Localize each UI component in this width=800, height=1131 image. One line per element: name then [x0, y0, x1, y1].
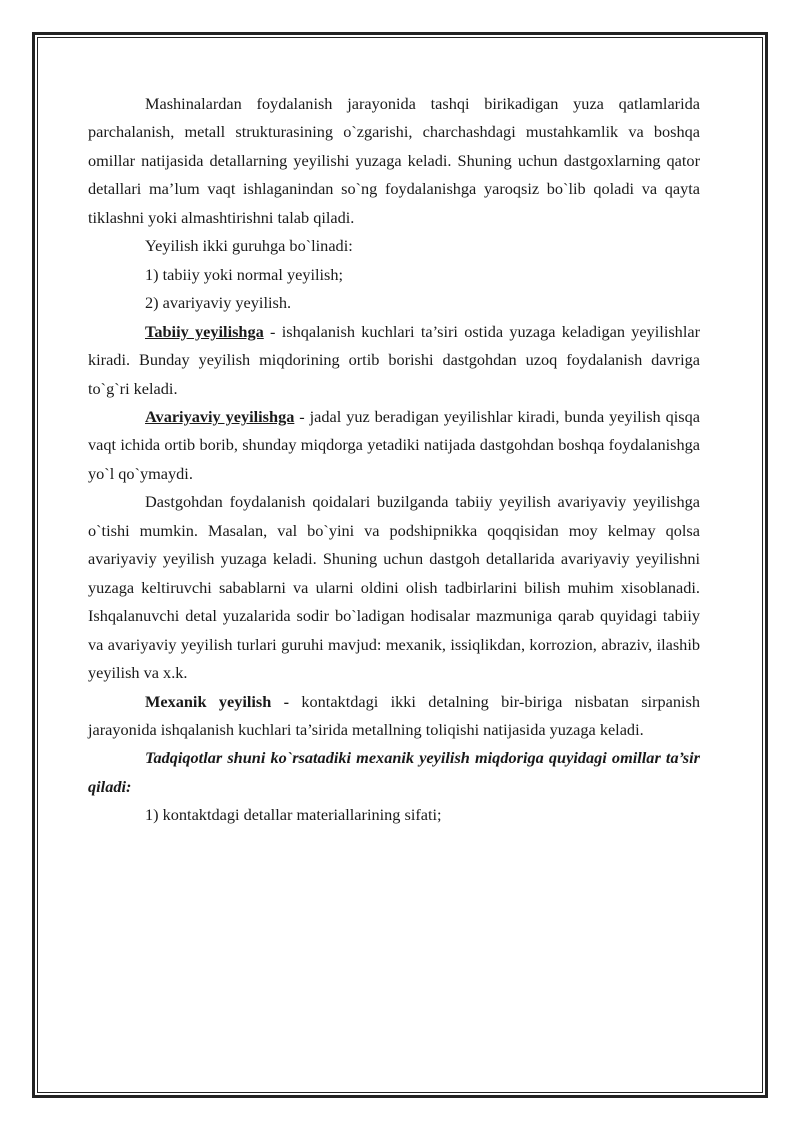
paragraph-natural-wear [88, 318, 700, 403]
document-body [88, 90, 700, 830]
paragraph-research-heading: Tadqiqotlar shuni ko`rsatadiki mexanik yeyilish miqdoriga quyidagi omillar ta’sir qiladi: [88, 748, 700, 796]
paragraph-mechanical-wear [88, 688, 700, 745]
paragraph-transition: Dastgohdan foydalanish qoidalari buzilganda tabiiy yeyilish avariyaviy yeyilishga o`tishi mumkin. Masalan, val bo`yini va podshipnikka qoqqisidan moy kelmay qolsa avariyaviy yeyilish yuzaga keladi. Shuning uchun dastgoh detallarida avariyaviy yeyilishni yuzaga keltiruvchi sabablarni va ularni oldini olish tadbirlarini bilish muhim xisoblanadi. Ishqalanuvchi detal yuzalarida sodir bo`ladigan hodisalar mazmuniga qarab quyidagi tabiiy va avariyaviy yeyilish turlari guruhi mavjud: mexanik, issiqlikdan, korrozion, abraziv, ilashib yeyilish va x.k. [88, 492, 700, 683]
definition-natural-wear: - ishqalanish kuchlari ta’siri ostida yuzaga keladigan yeyilishlar kiradi. Bunday yeyilish miqdorining ortib borishi dastgohdan uzoq foydalanish davriga to`g`ri keladi. [88, 321, 700, 398]
definition-mechanical-wear: kontaktdagi ikki detalning bir-biriga nisbatan sirpanish jarayonida ishqalanish kuchlari ta’sirida metallning toliqishi natijasida yuzaga keladi. [88, 691, 700, 739]
paragraph-intro: Mashinalardan foydalanish jarayonida tashqi birikadigan yuza qatlamlarida parchalanish, metall strukturasining o`zgarishi, charchashdagi mustahkamlik va boshqa omillar natijasida detallarning yeyilishi yuzaga keladi. Shuning uchun dastgoxlarning qator detallari ma’lum vaqt ishlaganindan so`ng foydalanishga yaroqsiz bo`lib qoladi va qayta tiklashni yoki almashtirishni talab qiladi. [88, 94, 700, 227]
list-item-emergency: 2) avariyaviy yeyilish. [145, 293, 292, 313]
paragraph-groups: Yeyilish ikki guruhga bo`linadi: [145, 236, 353, 256]
definition-emergency-wear: - jadal yuz beradigan yeyilishlar kiradi, bunda yeyilish qisqa vaqt ichida ortib borib, shunday miqdorga yetadiki natijada dastgohdan boshqa foydalanishga yo`l qo`ymaydi. [88, 406, 700, 483]
paragraph-emergency-wear [88, 403, 700, 488]
term-natural-wear: Tabiiy yeyilishga [145, 321, 264, 341]
list-item-natural: 1) tabiiy yoki normal yeyilish; [145, 264, 344, 284]
list-item-material-quality: 1) kontaktdagi detallar materiallarining sifati; [145, 805, 442, 825]
term-emergency-wear: Avariyaviy yeyilishga [145, 406, 295, 426]
term-mechanical-wear: Mexanik yeyilish - [145, 691, 290, 711]
